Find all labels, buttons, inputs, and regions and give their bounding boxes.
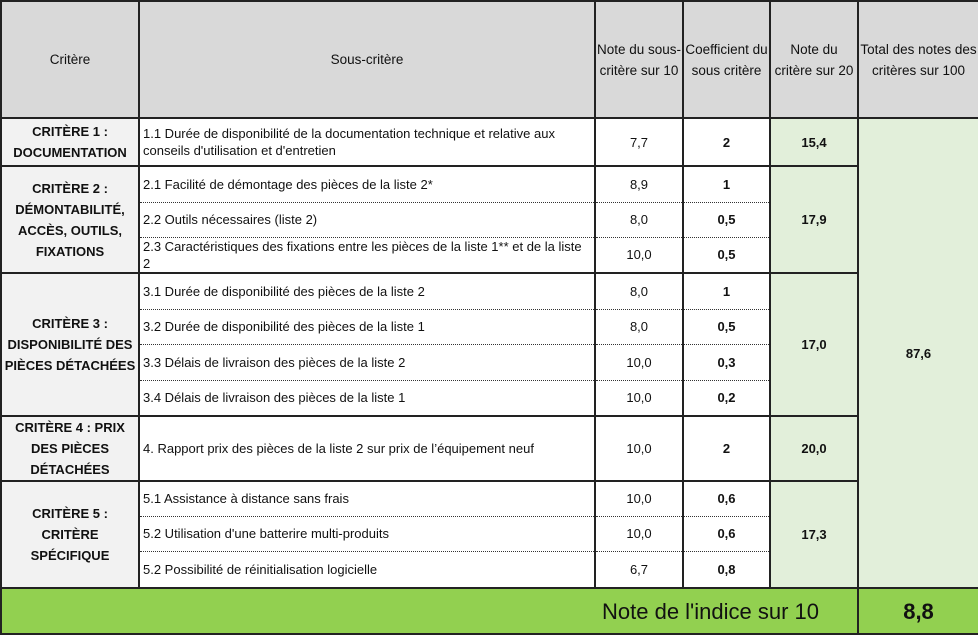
sous-critere-5-2: 5.2 Utilisation d'une batterire multi-produits — [139, 516, 595, 551]
coef-3-4: 0,2 — [683, 380, 770, 416]
coef-5-2: 0,6 — [683, 516, 770, 551]
critere-5-note: 17,3 — [770, 481, 858, 588]
table-row — [1, 481, 978, 516]
critere-3-note: 17,0 — [770, 273, 858, 416]
coef-3-3: 0,3 — [683, 344, 770, 380]
sous-critere-2-3: 2.3 Caractéristiques des fixations entre les pièces de la liste 1** et de la liste 2 — [139, 237, 595, 273]
header-note-critere: Note du critère sur 20 — [770, 1, 858, 118]
critere-1-note: 15,4 — [770, 118, 858, 166]
header-coefficient: Coefficient du sous critère — [683, 1, 770, 118]
note-5-1: 10,0 — [595, 481, 683, 516]
critere-5-label: CRITÈRE 5 : CRITÈRE SPÉCIFIQUE — [1, 481, 139, 588]
header-row — [1, 1, 978, 118]
note-3-3: 10,0 — [595, 344, 683, 380]
table-row — [1, 118, 978, 166]
note-3-4: 10,0 — [595, 380, 683, 416]
critere-4-note: 20,0 — [770, 416, 858, 481]
note-3-2: 8,0 — [595, 309, 683, 344]
note-4-1: 10,0 — [595, 416, 683, 481]
header-sous-critere: Sous-critère — [139, 1, 595, 118]
note-5-3: 6,7 — [595, 551, 683, 588]
coef-5-1: 0,6 — [683, 481, 770, 516]
note-2-2: 8,0 — [595, 202, 683, 237]
note-2-1: 8,9 — [595, 166, 683, 202]
critere-4-label: CRITÈRE 4 : PRIX DES PIÈCES DÉTACHÉES — [1, 416, 139, 481]
sous-critere-1-1: 1.1 Durée de disponibilité de la documentation technique et relative aux conseils d'utilisation et d'entretien — [139, 118, 595, 166]
header-critere: Critère — [1, 1, 139, 118]
sous-critere-2-1: 2.1 Facilité de démontage des pièces de la liste 2* — [139, 166, 595, 202]
table-row — [1, 166, 978, 202]
critere-2-note: 17,9 — [770, 166, 858, 273]
critere-2-label: CRITÈRE 2 : DÉMONTABILITÉ, ACCÈS, OUTILS, FIXATIONS — [1, 166, 139, 273]
sous-critere-4-1: 4. Rapport prix des pièces de la liste 2 sur prix de l’équipement neuf — [139, 416, 595, 481]
footer-label: Note de l'indice sur 10 — [1, 588, 858, 634]
header-total: Total des notes des critères sur 100 — [858, 1, 978, 118]
sous-critere-5-1: 5.1 Assistance à distance sans frais — [139, 481, 595, 516]
note-2-3: 10,0 — [595, 237, 683, 273]
table-row — [1, 273, 978, 309]
coef-2-1: 1 — [683, 166, 770, 202]
header-note-sous-critere: Note du sous-critère sur 10 — [595, 1, 683, 118]
sous-critere-3-4: 3.4 Délais de livraison des pièces de la liste 1 — [139, 380, 595, 416]
coef-2-3: 0,5 — [683, 237, 770, 273]
sous-critere-3-1: 3.1 Durée de disponibilité des pièces de la liste 2 — [139, 273, 595, 309]
total-value: 87,6 — [858, 118, 978, 588]
critere-3-label: CRITÈRE 3 : DISPONIBILITÉ DES PIÈCES DÉTACHÉES — [1, 273, 139, 416]
sous-critere-2-2: 2.2 Outils nécessaires (liste 2) — [139, 202, 595, 237]
coef-3-2: 0,5 — [683, 309, 770, 344]
coef-5-3: 0,8 — [683, 551, 770, 588]
coef-3-1: 1 — [683, 273, 770, 309]
coef-1-1: 2 — [683, 118, 770, 166]
footer-value: 8,8 — [858, 588, 978, 634]
sous-critere-3-2: 3.2 Durée de disponibilité des pièces de la liste 1 — [139, 309, 595, 344]
critere-1-label: CRITÈRE 1 : DOCUMENTATION — [1, 118, 139, 166]
note-1-1: 7,7 — [595, 118, 683, 166]
sous-critere-3-3: 3.3 Délais de livraison des pièces de la liste 2 — [139, 344, 595, 380]
sous-critere-5-3: 5.2 Possibilité de réinitialisation logicielle — [139, 551, 595, 588]
note-5-2: 10,0 — [595, 516, 683, 551]
table-row — [1, 416, 978, 481]
coef-2-2: 0,5 — [683, 202, 770, 237]
footer-row — [1, 588, 978, 634]
coef-4-1: 2 — [683, 416, 770, 481]
note-3-1: 8,0 — [595, 273, 683, 309]
